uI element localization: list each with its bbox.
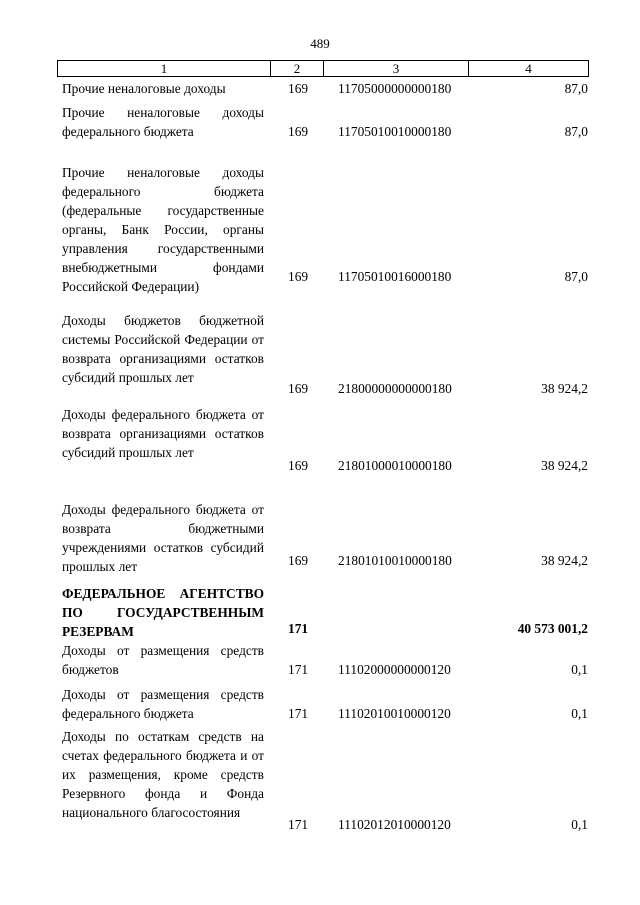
row-sum: 38 924,2 [541, 458, 588, 473]
table-row [0, 311, 640, 398]
row-name: Доходы бюджетов бюджетной системы Российской Федерации от возврата организациями остатков субсидий прошлых лет [62, 313, 264, 385]
row-name: Доходы федерального бюджета от возврата организациями остатков субсидий прошлых лет [62, 407, 264, 460]
row-sum: 40 573 001,2 [517, 621, 588, 636]
table-row [0, 500, 640, 574]
row-kbk: 11102012010000120 [338, 817, 451, 832]
table-row [0, 641, 640, 679]
table-row [0, 727, 640, 834]
row-code: 169 [288, 381, 309, 396]
row-code: 169 [288, 81, 309, 96]
row-sum: 38 924,2 [541, 381, 588, 396]
row-code: 169 [288, 124, 309, 139]
row-sum: 0,1 [571, 662, 588, 677]
row-code: 171 [288, 817, 309, 832]
header-col-1: 1 [58, 61, 271, 76]
row-name: Доходы по остаткам средств на счетах федерального бюджета и от их размещения, кроме средств Резервного фонда и Фонда национального благосостояния [62, 729, 264, 820]
table-row [0, 685, 640, 723]
row-code: 171 [288, 662, 309, 677]
header-col-3: 3 [324, 61, 469, 76]
row-sum: 0,1 [571, 817, 588, 832]
table-row [0, 103, 640, 141]
row-kbk: 11705010010000180 [338, 124, 452, 139]
row-name: Доходы от размещения средств федерального бюджета [62, 687, 264, 721]
header-col-4: 4 [525, 61, 532, 76]
table-row [0, 79, 640, 98]
row-name: Прочие неналоговые доходы федерального бюджета [62, 105, 264, 139]
row-code: 169 [288, 269, 309, 284]
row-name: Доходы федерального бюджета от возврата бюджетными учреждениями остатков субсидий прошлых лет [62, 502, 264, 574]
table-header [57, 60, 589, 77]
row-name: Прочие неналоговые доходы федерального бюджета (федеральные государственные органы, Банк России, органы управления государственными внебюджетными фондами Российской Федерации) [62, 165, 264, 294]
row-kbk: 21801000010000180 [338, 458, 452, 473]
row-kbk: 11102010010000120 [338, 706, 451, 721]
row-code: 171 [288, 706, 309, 721]
row-kbk: 11705010016000180 [338, 269, 452, 284]
row-name: Прочие неналоговые доходы [62, 81, 226, 96]
row-sum: 87,0 [564, 81, 588, 96]
row-kbk: 11102000000000120 [338, 662, 451, 677]
row-code: 171 [288, 621, 309, 636]
row-code: 169 [288, 553, 309, 568]
page-number: 489 [310, 36, 330, 51]
row-sum: 87,0 [564, 269, 588, 284]
table-row [0, 405, 640, 475]
row-sum: 0,1 [571, 706, 588, 721]
row-kbk: 21800000000000180 [338, 381, 452, 396]
row-sum: 87,0 [564, 124, 588, 139]
row-kbk: 21801010010000180 [338, 553, 452, 568]
header-col-2: 2 [271, 61, 324, 76]
row-kbk: 11705000000000180 [338, 81, 452, 96]
row-name: ФЕДЕРАЛЬНОЕ АГЕНТСТВО ПО ГОСУДАРСТВЕННЫМ РЕЗЕРВАМ [62, 586, 264, 639]
row-sum: 38 924,2 [541, 553, 588, 568]
table-row [0, 584, 640, 638]
row-code: 169 [288, 458, 309, 473]
table-row [0, 163, 640, 294]
row-name: Доходы от размещения средств бюджетов [62, 643, 264, 677]
